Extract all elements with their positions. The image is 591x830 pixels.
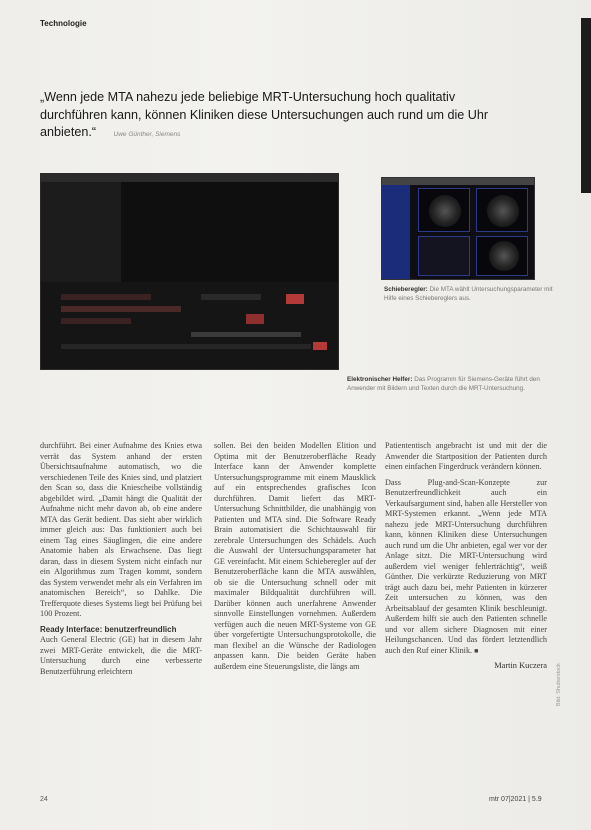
- caption-large-image: [347, 375, 547, 393]
- text-column-1: [40, 441, 202, 682]
- software-screenshot-small: [381, 177, 535, 280]
- section-label: Technologie: [40, 19, 87, 28]
- screenshot-parameter-area: [41, 284, 338, 364]
- section-tab-marker: [581, 18, 591, 193]
- paragraph-text: Dass Plug-and-Scan-Konzepte zur Benutzerfreundlichkeit auch ein Verkaufsargument sind, haben alle Hersteller von MRT-Systemen erkannt. „Wenn jede MTA nahezu jede MRT-Untersuchung durchführen kann, können Kliniken diese Untersuchungen auch rund um die Uhr anbieten, egal wer vor der Anlage sitzt. Die MRT-Untersuchung wird außerdem viel weniger fehlerträchtig“, weiß Günther. Die verkürzte Reduzierung von MRT trägt auch dazu bei, mehr Patienten in kürzerer Zeit untersuchen zu können, was den Arbeitsablauf der gesamten Klinik beschleunigt. Außerdem hilft sie auch den Patienten schnelle und vor allem sichere Diagnosen mit einer Heilungschancen. Und das fördert letztendlich auch den Ruf einer Klinik.: [385, 477, 547, 655]
- screenshot-small-viewer-4: [418, 236, 470, 276]
- footer-issue-info: mtr 07|2021 | 5.9: [489, 796, 542, 803]
- pull-quote: [40, 89, 520, 144]
- paragraph: sollen. Bei den beiden Modellen Elition und Optima mit der Benutzeroberfläche Ready Interface kann der Anwender komplette Untersuchungsprogramme mit einem Mausklick auf ein entsprechendes grafisches Icon durchführen. Damit liefert das MRT-Untersuchung Schnittbilder, die unabhängig von Patienten und MTA sind. Die Software Ready Brain automatisiert die Schichtauswahl für zerebrale Untersuchungen des Schädels. Auch die Auswahl der Untersuchungsparameter hat GE vereinfacht. Mit einem Schieberegler auf der Benutzeroberfläche kann die MTA auswählen, ob sie die Untersuchung schnell oder mit maximaler Bildqualität durchführen will. Darüber können auch unerfahrene Anwender sinnvolle Einstellungen vornehmen. Außerdem verfügen auch die neuen MRT-Systeme von GE über vorgefertigte Untersuchungsprotokolle, die man flexibel an die Wünsche der Radiologen anpassen kann. Die beiden Geräte haben außerdem eine Steuerungsliste, die längs am: [214, 441, 376, 671]
- screenshot-viewport: [121, 182, 338, 282]
- text-column-2: [214, 441, 376, 677]
- screenshot-menubar: [41, 174, 338, 182]
- screenshot-small-viewer-2: [476, 188, 528, 232]
- end-mark-icon: ■: [474, 646, 479, 655]
- caption-small-image: [384, 285, 554, 303]
- screenshot-left-panel: [41, 182, 121, 282]
- author-byline: Martin Kuczera: [494, 661, 547, 670]
- caption-large-text: Das Programm für Siemens-Geräte führt den Anwender mit Bildern und Texten durch die MRT-Untersuchung.: [347, 376, 540, 392]
- screenshot-small-sidebar: [382, 185, 410, 279]
- paragraph: durchführt. Bei einer Aufnahme des Knies etwa verrät das System anhand der ersten Übersichtsaufnahme automatisch, wo die verschiedenen Teile des Knies sind, und platziert den Scan so, dass die Kniescheibe vollständig abgebildet wird. „Damit hängt die Qualität der Aufnahme nicht mehr davon ab, ob eine andere MTA das Gerät bedient. Das sieht aber wirklich immer gleich aus: Das funktioniert auch bei einem Tag eines Säuglingen, die eine andere Anatomie haben als Erwachsene. Das liegt daran, dass in diesem System nicht einfach nur ein Algorithmus zum Tragen kommt, sondern das System verwendet mehr als ein Verfahren im anatomischen Bereich“, so Dahlke. Die Trefferquote dieses Systems liegt bei Prüfung bei 100 Prozent.: [40, 441, 202, 618]
- screenshot-small-viewer-3: [476, 236, 528, 276]
- paragraph: [385, 478, 547, 657]
- screenshot-small-titlebar: [382, 178, 534, 185]
- pull-quote-text: „Wenn jede MTA nahezu jede beliebige MRT-Untersuchung hoch qualitativ durchführen kann, können Kliniken diese Untersuchungen auch rund um die Uhr anbieten.“: [40, 90, 489, 139]
- caption-small-lead: Schieberegler:: [384, 286, 428, 293]
- pull-quote-attribution: Uwe Günther, Siemens: [113, 131, 181, 138]
- paragraph: Auch General Electric (GE) hat in diesem Jahr zwei MRT-Geräte entwickelt, die die MRT-Untersuchung durch eine verbesserte Benutzerführung erleichtern: [40, 635, 202, 676]
- caption-small-text: Die MTA wählt Untersuchungsparameter mit Hilfe eines Schiebereglers aus.: [384, 286, 553, 302]
- caption-large-lead: Elektronischer Helfer:: [347, 376, 413, 383]
- page-number: 24: [40, 796, 48, 803]
- paragraph: Patiententisch angebracht ist und mit der die Anwender die Startposition der Patienten durch einen einfachen Fingerdruck verändern können.: [385, 441, 547, 471]
- screenshot-small-viewer-1: [418, 188, 470, 232]
- image-credit: Bild: Shutterstock: [556, 663, 562, 706]
- subheading: Ready Interface: benutzerfreundlich: [40, 624, 177, 634]
- software-screenshot-large: [40, 173, 339, 370]
- text-column-3: [385, 441, 547, 672]
